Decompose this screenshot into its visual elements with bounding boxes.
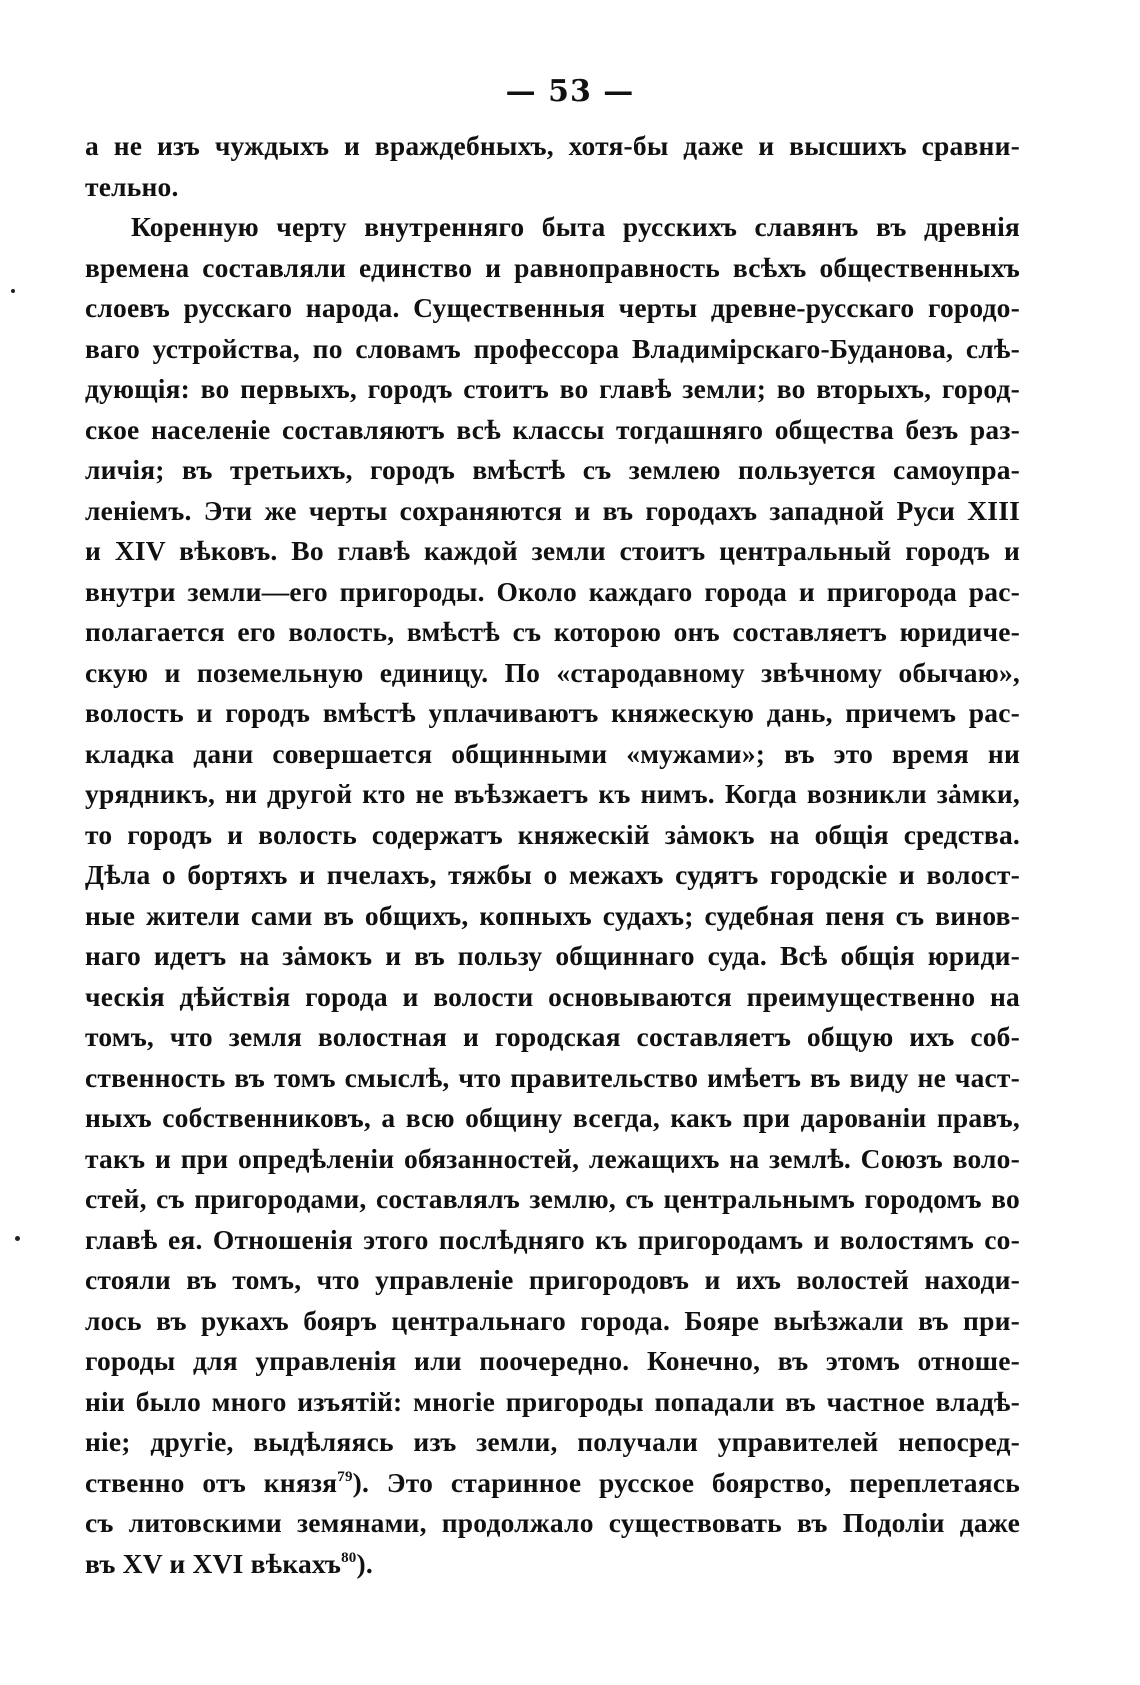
text-line (85, 531, 1020, 572)
line-text: ваго устройства, по словамъ профессора Владимірскаго-Буданова, слѣ- (85, 332, 1020, 364)
line-text: стей, съ пригородами, составлялъ землю, съ центральнымъ городомъ во (85, 1183, 1020, 1214)
line-text: ніи было много изъятій: многіе пригороды попадали въ частное владѣ- (85, 1385, 1020, 1417)
line-text: и XIV вѣковъ. Во главѣ каждой земли стоитъ центральный городъ и (85, 535, 1020, 566)
text-line (85, 896, 1020, 937)
text-line (85, 1139, 1020, 1180)
line-text: ные жители сами въ общихъ, копныхъ судахъ; судебная пеня съ винов- (85, 899, 1020, 931)
text-line (85, 774, 1020, 815)
line-text: леніемъ. Эти же черты сохраняются и въ городахъ западной Руси XIII (85, 494, 1020, 526)
text-line (85, 1098, 1020, 1139)
line-text: лось въ рукахъ бояръ центральнаго города. Бояре выѣзжали въ при- (85, 1304, 1020, 1336)
text-line (85, 1422, 1020, 1463)
line-text-continued: ). Это старинное русское боярство, переплетаясь (352, 1466, 1020, 1498)
text-line (85, 734, 1020, 775)
text-line (85, 410, 1020, 451)
text-line (85, 248, 1020, 289)
text-line (85, 653, 1020, 694)
text-line (85, 1220, 1020, 1261)
text-line (85, 1503, 1020, 1544)
margin-speck (15, 1236, 20, 1241)
line-text: полагается его волость, вмѣстѣ съ которою онъ составляетъ юридиче- (85, 616, 1020, 647)
text-line (85, 815, 1020, 856)
line-text: ственно отъ князя (85, 1466, 338, 1498)
line-text: а не изъ чуждыхъ и враждебныхъ, хотя-бы даже и высшихъ сравни- (85, 130, 1020, 161)
line-text: главѣ ея. Отношенія этого послѣдняго къ пригородамъ и волостямъ со- (85, 1223, 1020, 1255)
text-line (85, 1463, 1020, 1504)
text-line (85, 572, 1020, 613)
line-text: внутри земли—его пригороды. Около каждаго города и пригорода рас- (85, 575, 1020, 607)
line-text: скую и поземельную единицу. По «стародавному звѣчному обычаю», (85, 656, 1020, 688)
footnote-ref: 79 (337, 1468, 353, 1485)
line-text: кладка дани совершается общинными «мужами»; въ это время ни (85, 737, 1020, 769)
line-text: тельно. (85, 170, 179, 202)
line-text: урядникъ, ни другой кто не въѣзжаетъ къ нимъ. Когда возникли зȧмки, (85, 778, 1020, 809)
line-text: томъ, что земля волостная и городская составляетъ общую ихъ соб- (85, 1021, 1020, 1052)
line-text: времена составляли единство и равноправность всѣхъ общественныхъ (85, 251, 1020, 283)
text-line (85, 167, 1020, 208)
line-text: такъ и при опредѣленіи обязанностей, лежащихъ на землѣ. Союзъ воло- (85, 1142, 1020, 1174)
text-line (85, 1341, 1020, 1382)
page-number: — 53 — (505, 74, 635, 109)
text-line (85, 126, 1020, 167)
text-line (85, 1301, 1020, 1342)
line-text: Коренную черту внутренняго быта русскихъ славянъ въ древнія (131, 211, 1020, 242)
text-line (85, 369, 1020, 410)
text-line (85, 329, 1020, 370)
footnote-ref: 80 (341, 1549, 357, 1566)
line-text: Дѣла о бортяхъ и пчелахъ, тяжбы о межахъ судятъ городскіе и волост- (85, 859, 1020, 890)
text-line (85, 1260, 1020, 1301)
text-line (85, 288, 1020, 329)
body-text (85, 126, 1020, 1584)
text-line (85, 1544, 1020, 1585)
line-text: ныхъ собственниковъ, а всю общину всегда, какъ при дарованіи правъ, (85, 1102, 1020, 1133)
text-line (85, 1382, 1020, 1423)
text-line (85, 612, 1020, 653)
text-line (85, 1179, 1020, 1220)
line-text: городы для управленія или поочередно. Конечно, въ этомъ отноше- (85, 1345, 1020, 1376)
margin-speck (11, 289, 15, 293)
text-line (85, 977, 1020, 1018)
line-text: въ XV и XVI вѣкахъ (85, 1547, 342, 1579)
text-line (85, 450, 1020, 491)
line-text: ніе; другіе, выдѣляясь изъ земли, получали управителей непосред- (85, 1426, 1020, 1457)
text-line (85, 207, 1020, 248)
text-line (85, 1058, 1020, 1099)
line-text: ческія дѣйствія города и волости основываются преимущественно на (85, 980, 1020, 1012)
text-line (85, 693, 1020, 734)
line-text: то городъ и волость содержатъ княжескій зȧмокъ на общія средства. (85, 818, 1020, 850)
line-text: слоевъ русскаго народа. Существенныя черты древне-русскаго городо- (85, 292, 1020, 323)
text-line (85, 1017, 1020, 1058)
line-text-continued: ). (356, 1547, 373, 1579)
text-line (85, 855, 1020, 896)
line-text: личія; въ третьихъ, городъ вмѣстѣ съ землею пользуется самоупра- (85, 454, 1020, 485)
line-text: съ литовскими земянами, продолжало существовать въ Подоліи даже (85, 1507, 1020, 1538)
line-text: ственность въ томъ смыслѣ, что правительство имѣетъ въ виду не част- (85, 1061, 1020, 1093)
line-text: ское населеніе составляютъ всѣ классы тогдашняго общества безъ раз- (85, 413, 1020, 445)
text-line (85, 491, 1020, 532)
line-text: волость и городъ вмѣстѣ уплачиваютъ княжескую дань, причемъ рас- (85, 697, 1020, 728)
line-text: дующія: во первыхъ, городъ стоитъ во главѣ земли; во вторыхъ, город- (85, 373, 1020, 404)
text-line (85, 936, 1020, 977)
line-text: наго идетъ на зȧмокъ и въ пользу общиннаго суда. Всѣ общія юриди- (85, 940, 1020, 971)
line-text: стояли въ томъ, что управленіе пригородовъ и ихъ волостей находи- (85, 1264, 1020, 1295)
